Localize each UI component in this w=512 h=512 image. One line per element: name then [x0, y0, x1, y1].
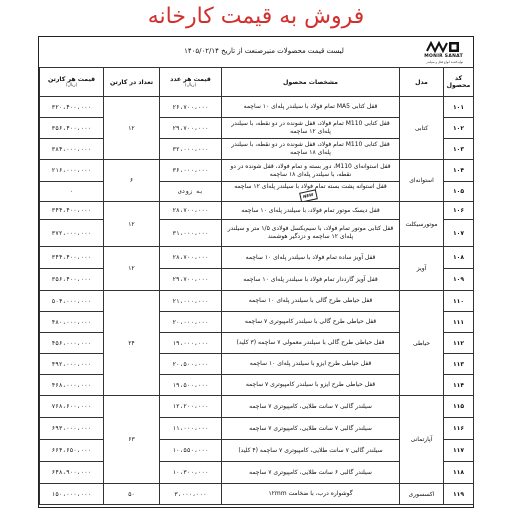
qty-cell: ۱۲ — [104, 97, 160, 160]
logo-subtitle: تولیدکننده انواع قفل و سیلندر — [426, 60, 463, 64]
row-code: ۱۰۵ — [444, 182, 474, 202]
row-code: ۱۱۴ — [444, 375, 474, 396]
row-carton-price: ۳۷۲،۰۰۰،۰۰۰ — [40, 220, 104, 247]
model-cell: استوانه‌ای — [400, 160, 444, 202]
row-spec: قفل حیاطی طرح ایزو با سیلندر پله‌ای ۱۰ ساچمه — [222, 354, 400, 375]
row-spec — [222, 182, 400, 202]
row-spec: قفل استوانه‌ای M110، دور بسته و تمام فولاد، قفل شونده در دو نقطه، با سیلندر پله‌ای ۱۸ ساچمه — [222, 160, 400, 182]
header-code: کد محصول — [444, 68, 474, 97]
row-spec-text: قفل استوانه پشت بسته تمام فولاد با سیلندر پله‌ای ۱۲ ساچمه — [234, 182, 387, 190]
row-unit-price: ۳۶،۰۰۰،۰۰۰ — [160, 160, 222, 182]
row-carton-price: ۳۸۴،۰۰۰،۰۰۰ — [40, 139, 104, 160]
row-code: ۱۱۰ — [444, 291, 474, 312]
qty-cell: ۲۴ — [104, 291, 160, 396]
row-unit-price: ۲۹،۷۰۰،۰۰۰ — [160, 269, 222, 291]
table-header-row — [40, 68, 474, 97]
row-unit-price: ۱۱،۰۰۰،۰۰۰ — [160, 418, 222, 440]
row-code: ۱۱۹ — [444, 484, 474, 505]
row-code: ۱۰۹ — [444, 269, 474, 291]
row-code: ۱۰۴ — [444, 160, 474, 182]
header-carton-price-label: قیمت هر کارتن — [47, 76, 96, 83]
row-spec: قفل حیاطی طرح ایزو با سیلندر کامپیوتری ۷ ساچمه — [222, 375, 400, 396]
sale-banner: فروش به قیمت کارخانه — [147, 4, 365, 29]
row-spec: قفل کتابی MA5 تمام فولاد با سیلندر پله‌ای ۱۰ ساچمه — [222, 97, 400, 118]
row-unit-price: ۲۰،۵۰۰،۰۰۰ — [160, 354, 222, 375]
row-unit-price: ۳،۰۰۰،۰۰۰ — [160, 484, 222, 505]
row-carton-price: ۶۶۴،۶۵۰،۰۰۰ — [40, 440, 104, 462]
row-unit-price: ۳۲،۰۰۰،۰۰۰ — [160, 139, 222, 160]
qty-cell: ۵۰ — [104, 484, 160, 505]
header-model: مدل — [400, 68, 444, 97]
header-carton-price-unit: (ریال) — [65, 83, 78, 88]
row-code: ۱۱۵ — [444, 396, 474, 418]
row-code: ۱۱۳ — [444, 354, 474, 375]
table-row — [40, 97, 474, 118]
qty-cell: ۶۳ — [104, 396, 160, 484]
row-code: ۱۰۱ — [444, 97, 474, 118]
model-cell: اکسسوری — [400, 484, 444, 505]
row-carton-price: ۴۵۶،۰۰۰،۰۰۰ — [40, 333, 104, 354]
row-spec: قفل حیاطی طرح گالی با سیلندر پله‌ای ۱۰ ساچمه — [222, 291, 400, 312]
row-unit-price: ۱۲،۲۰۰،۰۰۰ — [160, 396, 222, 418]
row-code: ۱۱۷ — [444, 440, 474, 462]
table-row — [40, 160, 474, 182]
row-unit-price: ۲۹،۷۰۰،۰۰۰ — [160, 118, 222, 139]
row-spec: قفل کتابی M110 تمام فولاد، قفل شونده در دو نقطه، با سیلندر پله‌ای ۱۲ ساچمه — [222, 118, 400, 139]
header-unit-price-label: قیمت هر عدد — [170, 76, 211, 83]
row-carton-price: ۳۲۰،۴۰۰،۰۰۰ — [40, 97, 104, 118]
header-spec: مشخصات محصول — [222, 68, 400, 97]
row-carton-price: ۶۹۳،۰۰۰،۰۰۰ — [40, 418, 104, 440]
model-cell: موتورسیکلت — [400, 202, 444, 247]
table-row — [40, 291, 474, 312]
company-logo — [419, 41, 463, 65]
header-unit-price — [160, 68, 222, 97]
row-code: ۱۰۶ — [444, 202, 474, 220]
row-spec: گوشواره درب، با ضخامت ۱۲mm — [222, 484, 400, 505]
row-code: ۱۱۸ — [444, 462, 474, 484]
row-spec: قفل کتابی موتور تمام فولاد، با سیم‌بکسل فولادی ۱/۵ متر و سیلندر پله‌ای ۱۲ ساچمه و دزدگیر هوشمند — [222, 220, 400, 247]
header-carton-price — [40, 68, 104, 97]
row-code: ۱۱۶ — [444, 418, 474, 440]
row-carton-price: ۴۹۲،۰۰۰،۰۰۰ — [40, 354, 104, 375]
qty-cell: ۶ — [104, 160, 160, 202]
row-unit-price: ۲۶،۷۰۰،۰۰۰ — [160, 97, 222, 118]
table-row — [40, 484, 474, 505]
model-cell: حیاطی — [400, 291, 444, 396]
row-unit-price: ۱۰،۵۵۰،۰۰۰ — [160, 440, 222, 462]
header-qty: تعداد در کارتن — [104, 68, 160, 97]
model-cell: آپارتمانی — [400, 396, 444, 484]
row-spec: قفل کتابی M110 تمام فولاد، قفل شونده در دو نقطه، با سیلندر پله‌ای ۱۸ ساچمه — [222, 139, 400, 160]
row-unit-price: ۱۹،۰۰۰،۰۰۰ — [160, 333, 222, 354]
row-spec: قفل حیاطی طرح گالی با سیلندر کامپیوتری ۷ ساچمه — [222, 312, 400, 333]
row-spec: قفل حیاطی طرح گالی با سیلندر معمولی ۷ ساچمه (۳ کلید) — [222, 333, 400, 354]
row-carton-price: ۵۰۴،۰۰۰،۰۰۰ — [40, 291, 104, 312]
row-code: ۱۰۲ — [444, 118, 474, 139]
row-carton-price: ۶۴۸،۹۰۰،۰۰۰ — [40, 462, 104, 484]
row-carton-price: ۴۶۸،۰۰۰،۰۰۰ — [40, 375, 104, 396]
row-spec: سیلندر گالبی ۷ سانت طلایی، کامپیوتری ۷ ساچمه — [222, 396, 400, 418]
price-table — [39, 67, 474, 505]
row-code: ۱۰۷ — [444, 220, 474, 247]
row-code: ۱۰۳ — [444, 139, 474, 160]
model-cell: کتابی — [400, 97, 444, 160]
table-row — [40, 202, 474, 220]
row-carton-price: ۳۵۶،۴۰۰،۰۰۰ — [40, 118, 104, 139]
row-unit-price: ۲۸،۷۰۰،۰۰۰ — [160, 247, 222, 269]
logo-text: MONIR SANAT — [424, 54, 463, 59]
table-row — [40, 396, 474, 418]
row-spec: سیلندر گالبی ۷ سانت طلایی، کامپیوتری ۷ ساچمه (۴ کلید) — [222, 440, 400, 462]
row-carton-price: ۳۵۶،۴۰۰،۰۰۰ — [40, 269, 104, 291]
row-carton-price: ۴۸۰،۰۰۰،۰۰۰ — [40, 312, 104, 333]
row-carton-price: ۷۶۸،۶۰۰،۰۰۰ — [40, 396, 104, 418]
qty-cell: ۱۲ — [104, 247, 160, 291]
row-carton-price: ۳۴۴،۴۰۰،۰۰۰ — [40, 247, 104, 269]
row-unit-price: به زودی — [160, 182, 222, 202]
row-spec: سیلندر گالبی ۶ سانت طلایی، کامپیوتری ۷ ساچمه — [222, 462, 400, 484]
row-unit-price: ۲۱،۰۰۰،۰۰۰ — [160, 291, 222, 312]
row-spec: سیلندر گالبی ۷ سانت طلایی، کامپیوتری ۷ ساچمه — [222, 418, 400, 440]
row-carton-price: ۱۵۰،۰۰۰،۰۰۰ — [40, 484, 104, 505]
price-sheet — [38, 36, 474, 508]
row-carton-price: ۳۴۴،۴۰۰،۰۰۰ — [40, 202, 104, 220]
row-carton-price: ۲۱۶،۰۰۰،۰۰۰ — [40, 160, 104, 182]
row-unit-price: ۱۰،۳۰۰،۰۰۰ — [160, 462, 222, 484]
header-unit-price-unit: (ریال) — [184, 83, 197, 88]
sheet-title: لیست قیمت محصولات منیرصنعت از تاریخ ۱۴۰۵/۰۲/۱۴ — [184, 47, 344, 55]
row-code: ۱۱۱ — [444, 312, 474, 333]
row-code: ۱۱۲ — [444, 333, 474, 354]
table-row — [40, 247, 474, 269]
row-unit-price: ۲۰،۰۰۰،۰۰۰ — [160, 312, 222, 333]
logo-mark-icon — [425, 41, 461, 53]
row-unit-price: ۱۹،۵۰۰،۰۰۰ — [160, 375, 222, 396]
row-code: ۱۰۸ — [444, 247, 474, 269]
row-spec: قفل آویز گارددار تمام فولاد با سیلندر پله‌ای ۱۰ ساچمه — [222, 269, 400, 291]
sheet-header — [39, 37, 473, 68]
qty-cell: ۱۲ — [104, 202, 160, 247]
row-unit-price: ۳۱،۰۰۰،۰۰۰ — [160, 220, 222, 247]
row-carton-price: ۰ — [40, 182, 104, 202]
row-spec: قفل آویز ساده تمام فولاد با سیلندر پله‌ای ۱۰ ساچمه — [222, 247, 400, 269]
new-badge: NEW — [299, 189, 317, 202]
row-spec: قفل دیسک موتور تمام فولاد، با سیلندر پله‌ای ۱۰ ساچمه — [222, 202, 400, 220]
model-cell: آویز — [400, 247, 444, 291]
row-unit-price: ۲۸،۷۰۰،۰۰۰ — [160, 202, 222, 220]
